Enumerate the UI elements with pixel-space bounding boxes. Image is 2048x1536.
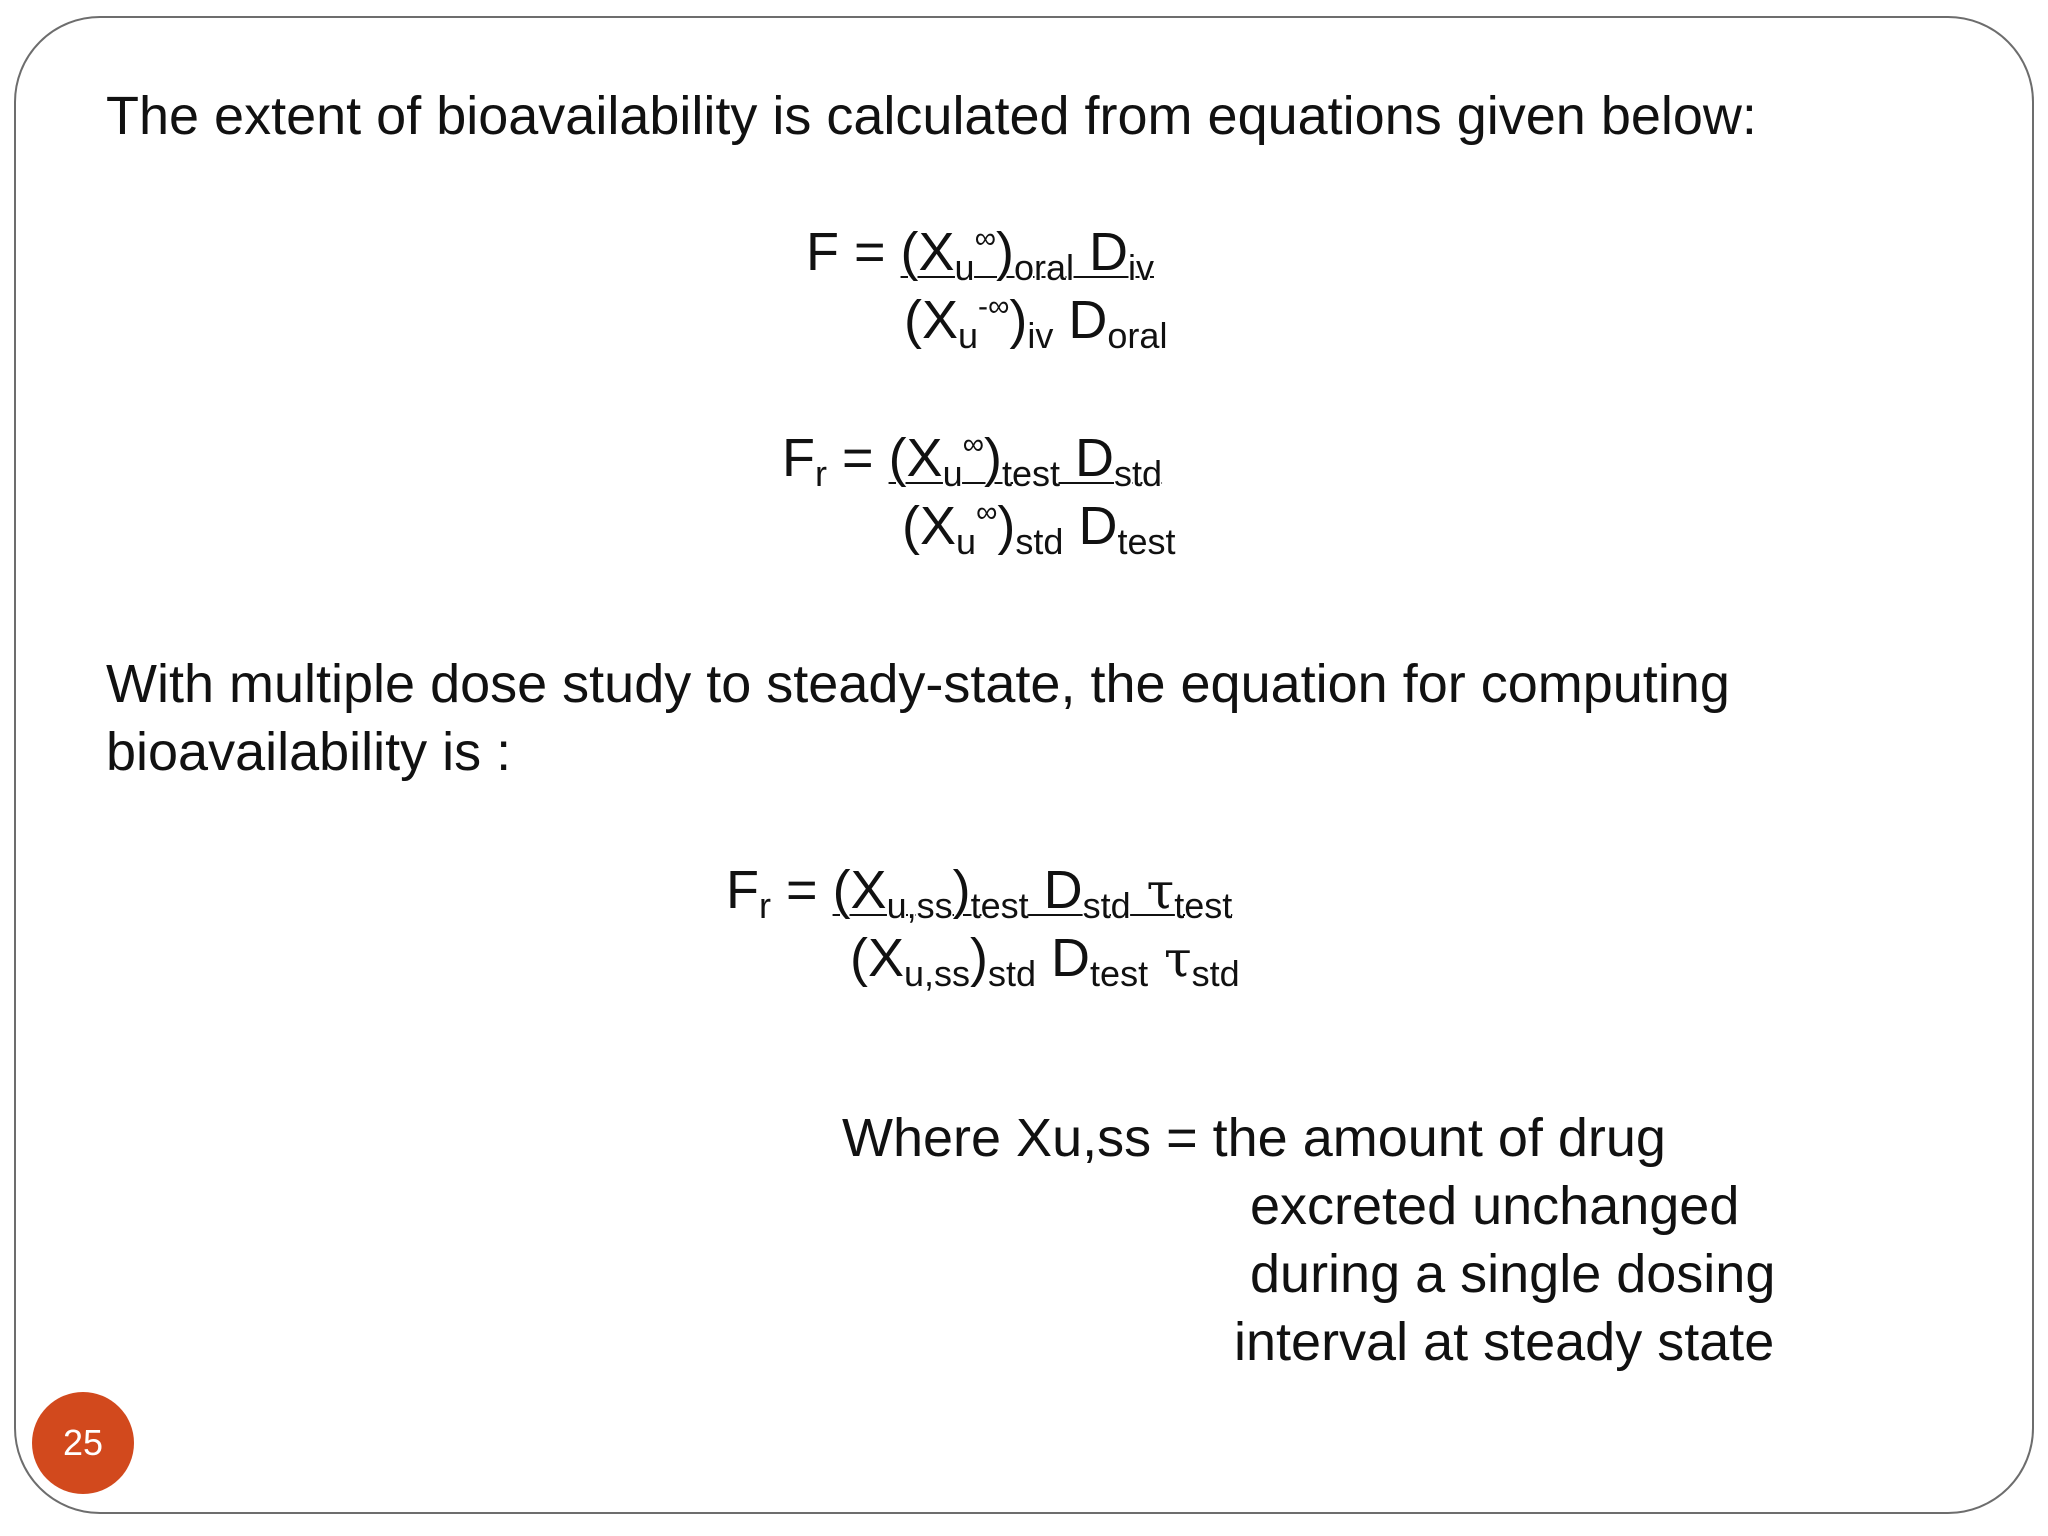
eq3-lhs-sub: r — [759, 885, 771, 926]
equation-fr-ss-numerator-row — [726, 856, 1240, 924]
eq3-num-tau: τ — [1130, 862, 1175, 920]
eq2-den-d: D — [1063, 496, 1118, 556]
eq3-den-open: (X — [850, 928, 904, 988]
eq2-num-sub-std: std — [1114, 453, 1163, 494]
eq1-num-close: ) — [995, 222, 1014, 282]
eq3-num-sub-uss: u,ss — [886, 885, 953, 926]
eq2-num-open: (X — [888, 428, 943, 488]
eq3-num-sub-tau: test — [1174, 885, 1233, 926]
where-line-4: interval at steady state — [1234, 1312, 1775, 1372]
equation-fr-ss-lhs — [726, 856, 818, 924]
eq3-den-sub-test: test — [1090, 953, 1149, 994]
eq2-den-sub-std: std — [1015, 521, 1064, 562]
eq2-num-sup: ∞ — [962, 428, 984, 461]
eq1-num-sub-oral: oral — [1013, 247, 1074, 288]
eq3-den-tau: τ — [1148, 930, 1192, 988]
multi-dose-line-2: bioavailability is : — [106, 722, 512, 782]
eq3-den-sub-tau: std — [1191, 953, 1240, 994]
eq1-num-sup: ∞ — [974, 222, 996, 255]
multi-dose-line-1: With multiple dose study to steady-state, the equation for computing — [106, 654, 1730, 714]
eq3-den-close: ) — [970, 928, 989, 988]
page-number-badge: 25 — [32, 1392, 134, 1494]
eq3-num-sub-test: test — [970, 885, 1029, 926]
eq3-den-sub-std: std — [988, 953, 1037, 994]
intro-text: The extent of bioavailability is calculated from equations given below: — [106, 86, 1757, 146]
equation-fr-ss-numerator — [832, 860, 1233, 926]
eq1-den-sub-u: u — [958, 315, 979, 356]
eq3-den-sub-uss: u,ss — [904, 953, 971, 994]
where-line-1: Where Xu,ss = the amount of drug — [842, 1108, 1666, 1168]
eq1-den-open: (X — [904, 290, 958, 350]
eq2-num-close: ) — [983, 428, 1002, 488]
where-line-3: during a single dosing — [1250, 1244, 1776, 1304]
equation-fr-numerator-row — [782, 424, 1175, 492]
eq3-num-open: (X — [832, 860, 887, 920]
eq2-num-sub-u: u — [942, 453, 963, 494]
eq1-den-sub-oral: oral — [1107, 315, 1168, 356]
equation-fr-denominator — [782, 492, 1175, 560]
eq2-den-open: (X — [902, 496, 956, 556]
equation-f-numerator-row — [806, 218, 1167, 286]
eq1-den-sup: -∞ — [978, 290, 1010, 323]
eq2-den-sub-test: test — [1117, 521, 1176, 562]
eq3-lhs-f: F — [726, 860, 759, 920]
eq1-den-sub-iv: iv — [1027, 315, 1054, 356]
eq1-num-open: (X — [900, 222, 955, 282]
eq1-den-d: D — [1053, 290, 1108, 350]
eq3-num-d: D — [1028, 860, 1083, 920]
eq1-num-sub-u: u — [954, 247, 975, 288]
where-line-2: excreted unchanged — [1250, 1176, 1740, 1236]
equation-fr — [782, 424, 1175, 560]
eq1-num-sub-iv: iv — [1127, 247, 1154, 288]
multi-dose-text — [106, 650, 1730, 786]
eq2-lhs-eq: = — [827, 428, 874, 488]
equation-fr-steady-state — [726, 856, 1240, 992]
equation-fr-lhs — [782, 424, 874, 492]
equation-fr-ss-denominator — [726, 924, 1240, 992]
eq2-lhs-sub: r — [815, 453, 827, 494]
where-definition — [842, 1104, 1775, 1376]
eq3-num-close: ) — [952, 860, 971, 920]
eq2-den-close: ) — [997, 496, 1016, 556]
eq2-den-sub-u: u — [956, 521, 977, 562]
eq2-num-sub-test: test — [1001, 453, 1060, 494]
equation-fr-numerator — [888, 428, 1163, 494]
equation-f-denominator — [806, 286, 1167, 354]
equation-f-numerator — [900, 222, 1154, 288]
equation-f — [806, 218, 1167, 354]
eq1-num-d: D — [1073, 222, 1128, 282]
eq3-den-d: D — [1036, 928, 1091, 988]
eq2-lhs-f: F — [782, 428, 815, 488]
eq2-den-sup: ∞ — [976, 496, 998, 529]
eq2-num-d: D — [1060, 428, 1114, 488]
eq3-num-sub-std: std — [1082, 885, 1131, 926]
eq1-den-close: ) — [1009, 290, 1028, 350]
eq3-lhs-eq: = — [771, 860, 818, 920]
equation-f-lhs: F = — [806, 222, 886, 282]
